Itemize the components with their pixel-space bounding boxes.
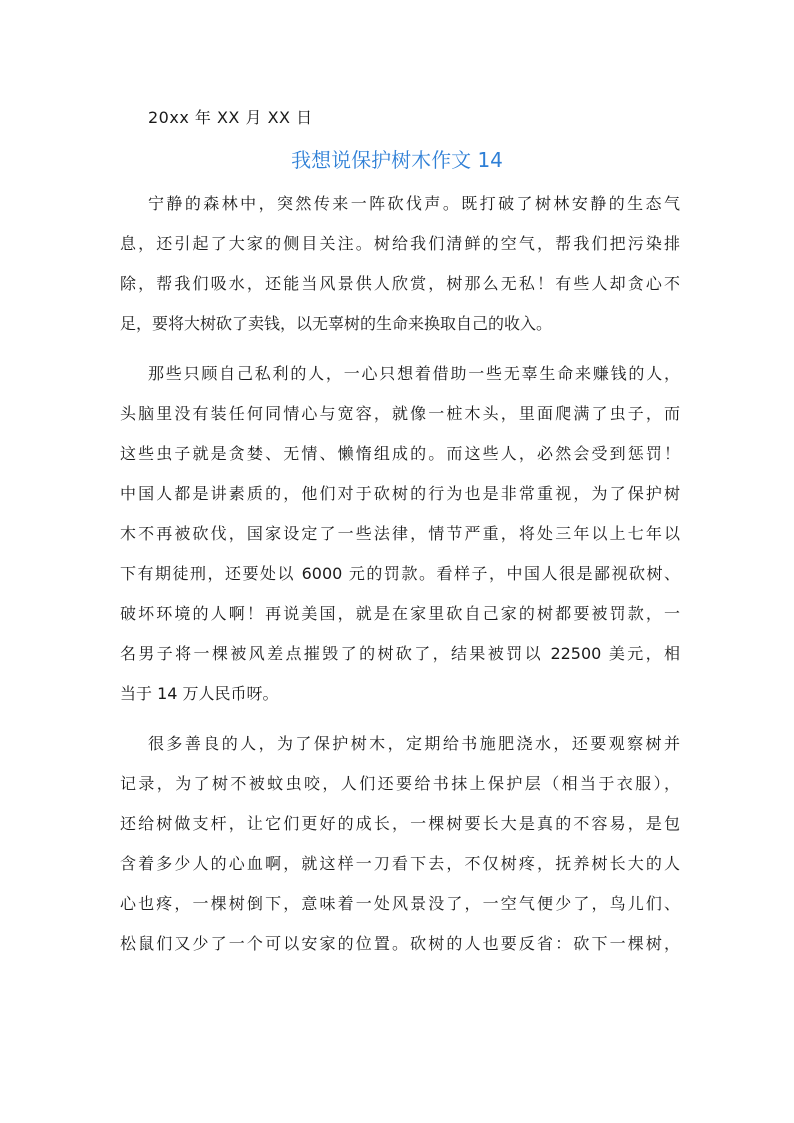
paragraph-line: 松鼠们又少了一个可以安家的位置。砍树的人也要反省：砍下一棵树， xyxy=(120,934,680,953)
paragraph-line: 宁静的森林中，突然传来一阵砍伐声。既打破了树林安静的生态气 xyxy=(148,194,680,213)
paragraph-line: 息，还引起了大家的侧目关注。树给我们清鲜的空气，帮我们把污染排 xyxy=(120,234,680,253)
paragraph xyxy=(120,184,680,344)
document-title: 我想说保护树木作文 14 xyxy=(291,148,503,172)
paragraph-line: 头脑里没有装任何同情心与宽容，就像一桩木头，里面爬满了虫子，而 xyxy=(120,404,680,423)
paragraph-line: 下有期徒刑，还要处以 6000 元的罚款。看样子，中国人很是鄙视砍树、 xyxy=(120,564,680,583)
paragraph-line: 记录，为了树不被蚊虫咬，人们还要给书抹上保护层（相当于衣服）， xyxy=(120,774,680,793)
paragraph-line: 那些只顾自己私利的人，一心只想着借助一些无辜生命来赚钱的人， xyxy=(148,364,680,383)
paragraph xyxy=(120,354,680,714)
paragraph-line: 当于 14 万人民币呀。 xyxy=(120,684,279,703)
paragraph-line: 名男子将一棵被风差点摧毁了的树砍了，结果被罚以 22500 美元，相 xyxy=(120,644,680,663)
paragraph-line: 心也疼，一棵树倒下，意味着一处风景没了，一空气便少了，鸟儿们、 xyxy=(120,894,680,913)
paragraph-line: 还给树做支杆，让它们更好的成长，一棵树要长大是真的不容易，是包 xyxy=(120,814,680,833)
paragraph xyxy=(120,724,680,964)
paragraph-line: 含着多少人的心血啊，就这样一刀看下去，不仅树疼，抚养树长大的人 xyxy=(120,854,680,873)
document-body xyxy=(120,184,680,964)
paragraph-line: 木不再被砍伐，国家设定了一些法律，情节严重，将处三年以上七年以 xyxy=(120,524,680,543)
paragraph-line: 破坏环境的人啊！再说美国，就是在家里砍自己家的树都要被罚款，一 xyxy=(120,604,680,623)
paragraph-line: 这些虫子就是贪婪、无情、懒惰组成的。而这些人，必然会受到惩罚！ xyxy=(120,444,680,463)
document-date: 20xx 年 XX 月 XX 日 xyxy=(148,108,313,127)
paragraph-line: 很多善良的人，为了保护树木，定期给书施肥浇水，还要观察树并 xyxy=(148,734,680,753)
paragraph-line: 除，帮我们吸水，还能当风景供人欣赏，树那么无私！有些人却贪心不 xyxy=(120,274,680,293)
paragraph-line: 足，要将大树砍了卖钱，以无辜树的生命来换取自己的收入。 xyxy=(120,314,553,333)
paragraph-line: 中国人都是讲素质的，他们对于砍树的行为也是非常重视，为了保护树 xyxy=(120,484,680,503)
